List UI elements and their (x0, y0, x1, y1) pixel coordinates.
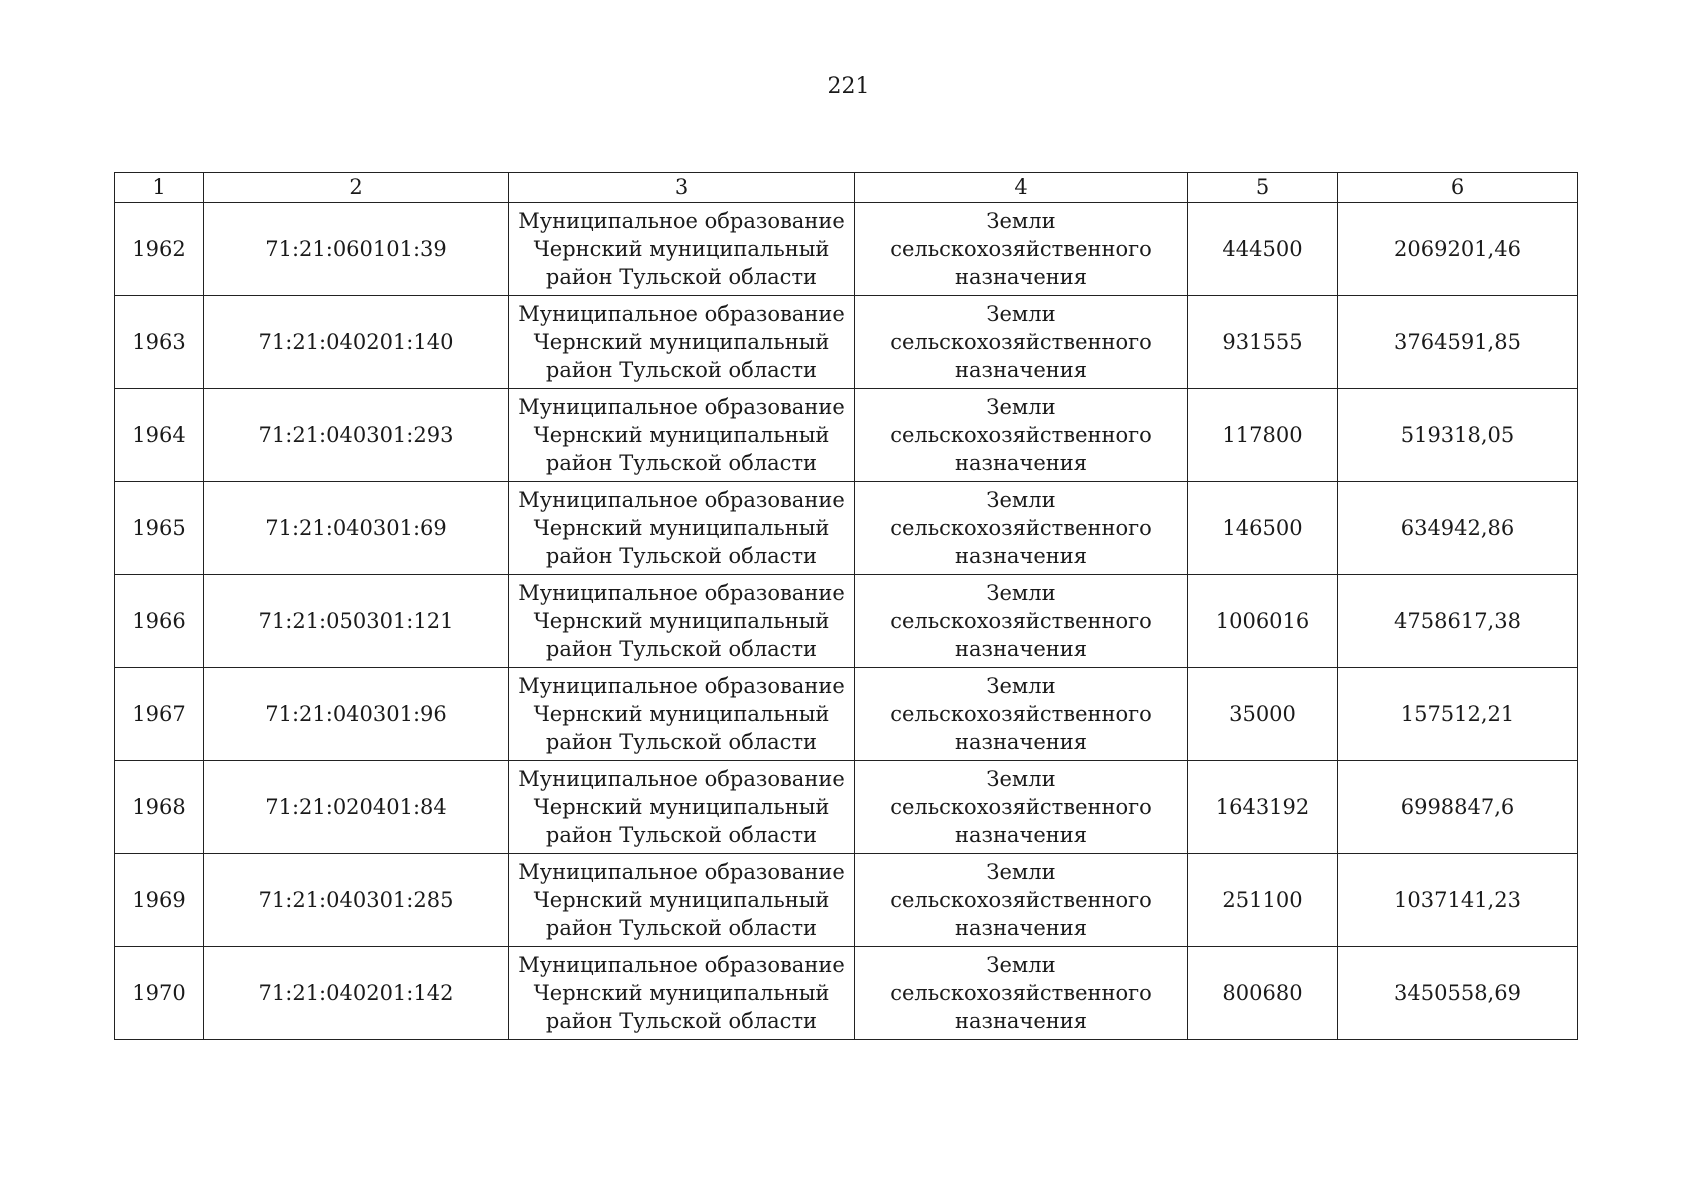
table-header (115, 173, 1578, 203)
owner-cell-line: Чернский муниципальный (533, 702, 830, 726)
owner-cell-line: район Тульской области (545, 1009, 818, 1033)
row-number-cell: 1965 (115, 482, 204, 575)
land-category-cell-line: Земли (986, 302, 1056, 326)
land-category-cell-line: Земли (986, 488, 1056, 512)
cadastral-number-cell: 71:21:040301:96 (204, 668, 509, 761)
row-number-cell: 1967 (115, 668, 204, 761)
cadastral-number-cell: 71:21:040301:285 (204, 854, 509, 947)
area-cell: 117800 (1188, 389, 1338, 482)
land-category-cell (855, 296, 1188, 389)
land-category-cell (855, 389, 1188, 482)
owner-cell (509, 389, 855, 482)
land-category-cell-line: Земли (986, 953, 1056, 977)
land-category-cell (855, 575, 1188, 668)
owner-cell-line: район Тульской области (545, 358, 818, 382)
cadastral-value-cell: 6998847,6 (1338, 761, 1578, 854)
row-number-cell: 1969 (115, 854, 204, 947)
land-category-cell-line: назначения (954, 544, 1088, 568)
area-cell: 1006016 (1188, 575, 1338, 668)
area-cell: 931555 (1188, 296, 1338, 389)
owner-cell-line: Муниципальное образование (518, 674, 845, 698)
owner-cell (509, 947, 855, 1040)
owner-cell (509, 854, 855, 947)
header-col-3: 3 (509, 173, 855, 203)
land-category-cell-line: Земли (986, 860, 1056, 884)
owner-cell-line: Чернский муниципальный (533, 609, 830, 633)
cadastral-value-cell: 157512,21 (1338, 668, 1578, 761)
land-category-cell-line: назначения (954, 265, 1088, 289)
table-row (115, 668, 1578, 761)
table-row (115, 575, 1578, 668)
land-category-cell-line: назначения (954, 358, 1088, 382)
header-col-4: 4 (855, 173, 1188, 203)
table-row (115, 203, 1578, 296)
owner-cell-line: Чернский муниципальный (533, 423, 830, 447)
owner-cell-line: Чернский муниципальный (533, 330, 830, 354)
owner-cell-line: район Тульской области (545, 265, 818, 289)
cadastral-number-cell: 71:21:050301:121 (204, 575, 509, 668)
owner-cell-line: Муниципальное образование (518, 953, 845, 977)
land-category-cell-line: назначения (954, 1009, 1088, 1033)
cadastral-number-cell: 71:21:040201:142 (204, 947, 509, 1040)
header-col-2: 2 (204, 173, 509, 203)
land-category-cell-line: сельскохозяйственного (890, 981, 1152, 1005)
owner-cell-line: район Тульской области (545, 823, 818, 847)
area-cell: 800680 (1188, 947, 1338, 1040)
cadastral-value-cell: 4758617,38 (1338, 575, 1578, 668)
owner-cell (509, 296, 855, 389)
row-number-cell: 1964 (115, 389, 204, 482)
land-category-cell (855, 854, 1188, 947)
row-number-cell: 1963 (115, 296, 204, 389)
owner-cell-line: район Тульской области (545, 916, 818, 940)
cadastral-number-cell: 71:21:060101:39 (204, 203, 509, 296)
land-category-cell (855, 947, 1188, 1040)
owner-cell-line: Муниципальное образование (518, 767, 845, 791)
cadastral-number-cell: 71:21:040301:293 (204, 389, 509, 482)
table-body (115, 203, 1578, 1040)
owner-cell-line: Муниципальное образование (518, 209, 845, 233)
land-category-cell-line: сельскохозяйственного (890, 330, 1152, 354)
cadastral-value-cell: 2069201,46 (1338, 203, 1578, 296)
land-category-cell-line: Земли (986, 767, 1056, 791)
header-col-6: 6 (1338, 173, 1578, 203)
header-col-1: 1 (115, 173, 204, 203)
owner-cell-line: Муниципальное образование (518, 302, 845, 326)
table-row (115, 389, 1578, 482)
land-category-cell (855, 203, 1188, 296)
cadastral-number-cell: 71:21:020401:84 (204, 761, 509, 854)
table-row (115, 854, 1578, 947)
row-number-cell: 1968 (115, 761, 204, 854)
land-category-cell-line: Земли (986, 209, 1056, 233)
owner-cell-line: Чернский муниципальный (533, 888, 830, 912)
owner-cell (509, 203, 855, 296)
page-number: 221 (827, 74, 870, 99)
land-category-cell-line: сельскохозяйственного (890, 795, 1152, 819)
row-number-cell: 1970 (115, 947, 204, 1040)
owner-cell-line: Муниципальное образование (518, 395, 845, 419)
owner-cell-line: Муниципальное образование (518, 488, 845, 512)
owner-cell-line: Муниципальное образование (518, 581, 845, 605)
owner-cell (509, 482, 855, 575)
land-category-cell-line: назначения (954, 637, 1088, 661)
land-category-cell-line: назначения (954, 916, 1088, 940)
land-category-cell-line: сельскохозяйственного (890, 516, 1152, 540)
land-category-cell-line: сельскохозяйственного (890, 237, 1152, 261)
header-col-5: 5 (1188, 173, 1338, 203)
cadastral-value-cell: 3450558,69 (1338, 947, 1578, 1040)
header-row (115, 173, 1578, 203)
land-category-cell-line: Земли (986, 395, 1056, 419)
owner-cell-line: Муниципальное образование (518, 860, 845, 884)
area-cell: 35000 (1188, 668, 1338, 761)
cadastral-value-cell: 519318,05 (1338, 389, 1578, 482)
cadastral-value-cell: 634942,86 (1338, 482, 1578, 575)
owner-cell-line: район Тульской области (545, 451, 818, 475)
owner-cell-line: район Тульской области (545, 637, 818, 661)
row-number-cell: 1966 (115, 575, 204, 668)
table-row (115, 482, 1578, 575)
owner-cell (509, 761, 855, 854)
owner-cell (509, 575, 855, 668)
area-cell: 444500 (1188, 203, 1338, 296)
area-cell: 1643192 (1188, 761, 1338, 854)
area-cell: 251100 (1188, 854, 1338, 947)
owner-cell-line: район Тульской области (545, 730, 818, 754)
land-category-cell-line: сельскохозяйственного (890, 702, 1152, 726)
cadastral-value-cell: 3764591,85 (1338, 296, 1578, 389)
owner-cell-line: район Тульской области (545, 544, 818, 568)
owner-cell-line: Чернский муниципальный (533, 516, 830, 540)
table-row (115, 761, 1578, 854)
land-category-cell-line: сельскохозяйственного (890, 423, 1152, 447)
land-category-cell-line: назначения (954, 823, 1088, 847)
cadastral-number-cell: 71:21:040201:140 (204, 296, 509, 389)
land-category-cell-line: сельскохозяйственного (890, 888, 1152, 912)
land-category-cell-line: Земли (986, 581, 1056, 605)
cadastral-number-cell: 71:21:040301:69 (204, 482, 509, 575)
owner-cell (509, 668, 855, 761)
land-category-cell-line: Земли (986, 674, 1056, 698)
land-category-cell-line: назначения (954, 730, 1088, 754)
owner-cell-line: Чернский муниципальный (533, 795, 830, 819)
land-category-cell (855, 761, 1188, 854)
row-number-cell: 1962 (115, 203, 204, 296)
owner-cell-line: Чернский муниципальный (533, 981, 830, 1005)
table-row (115, 296, 1578, 389)
cadastral-value-cell: 1037141,23 (1338, 854, 1578, 947)
land-category-cell-line: назначения (954, 451, 1088, 475)
land-registry-table (114, 172, 1578, 1040)
owner-cell-line: Чернский муниципальный (533, 237, 830, 261)
land-category-cell-line: сельскохозяйственного (890, 609, 1152, 633)
land-category-cell (855, 482, 1188, 575)
table-row (115, 947, 1578, 1040)
land-category-cell (855, 668, 1188, 761)
area-cell: 146500 (1188, 482, 1338, 575)
